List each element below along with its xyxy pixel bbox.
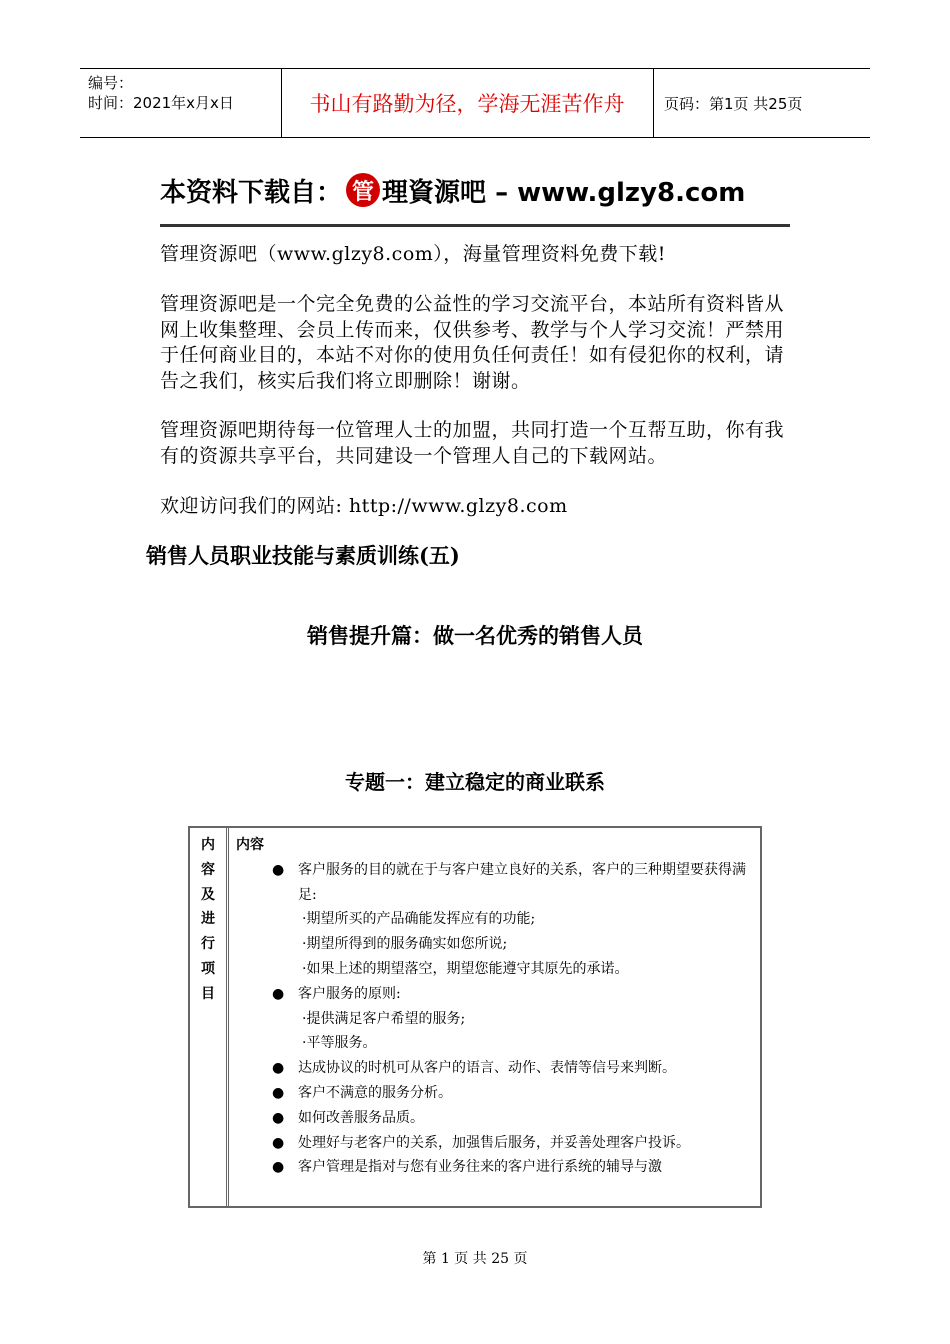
site-logo-icon: 管 — [346, 173, 380, 207]
page-footer: 第 1 页 共 25 页 — [422, 1251, 528, 1267]
list-item-text: 客户服务的原则: — [298, 985, 401, 1002]
header-page-info: 页码：第1页 共25页 — [664, 94, 803, 113]
banner-visit: 欢迎访问我们的网站: http://www.glzy8.com — [160, 495, 568, 517]
banner-paragraph: 管理资源吧期待每一位管理人士的加盟，共同打造一个互帮互助，你有我有的资源共享平台，共同建设一个管理人自己的下载网站。 — [160, 419, 785, 467]
side-char: 容 — [201, 861, 215, 878]
list-item — [230, 1106, 760, 1131]
table-head: 内容 — [236, 837, 264, 853]
download-banner — [160, 168, 792, 517]
banner-title-suffix: 理資源吧 – www.glzy8.com — [382, 177, 746, 208]
document-title: 销售人员职业技能与素质训练(五) — [146, 543, 460, 568]
list-item-text: 客户不满意的服务分析。 — [298, 1084, 452, 1101]
bullet-icon: ● — [272, 861, 285, 878]
banner-line: 管理资源吧（www.glzy8.com），海量管理资料免费下载! — [160, 243, 666, 265]
list-item — [230, 858, 760, 908]
list-item-text: 客户管理是指对与您有业务往来的客户进行系统的辅导与激 — [298, 1159, 662, 1176]
list-item-text: 如何改善服务品质。 — [298, 1109, 424, 1126]
banner-paragraph: 管理资源吧是一个完全免费的公益性的学习交流平台，本站所有资料皆从网上收集整理、会员上传而来，仅供参考、教学与个人学习交流！严禁用于任何商业目的，本站不对你的使用负任何责任！如有侵犯你的权利，请告之我们，核实后我们将立即删除！谢谢。 — [160, 293, 785, 392]
side-char: 进 — [201, 911, 215, 928]
bullet-icon: ● — [272, 1134, 285, 1151]
header-motto: 书山有路勤为径，学海无涯苦作舟 — [309, 92, 625, 116]
sub-item: ·期望所得到的服务确实如您所说; — [302, 936, 508, 953]
side-char: 及 — [201, 886, 215, 903]
side-char: 内 — [201, 837, 215, 853]
list-item — [230, 1056, 760, 1081]
sub-item: ·提供满足客户希望的服务; — [302, 1010, 466, 1027]
page-header — [80, 68, 870, 138]
side-char: 目 — [201, 985, 215, 1002]
header-meta — [88, 73, 278, 113]
bullet-icon: ● — [272, 1159, 285, 1176]
time-label: 时间：2021年x月x日 — [88, 94, 234, 112]
list-item-text: 达成协议的时机可从客户的语言、动作、表情等信号来判断。 — [298, 1060, 676, 1077]
banner-rule — [160, 224, 790, 227]
serial-label: 编号： — [88, 74, 134, 92]
bullet-icon: ● — [272, 985, 285, 1002]
banner-title-prefix: 本资料下载自： — [160, 177, 343, 208]
bullet-icon: ● — [272, 1084, 285, 1101]
side-char: 行 — [201, 936, 215, 953]
topic-title: 专题一：建立稳定的商业联系 — [345, 770, 605, 794]
bullet-icon: ● — [272, 1060, 285, 1077]
table-side-column — [190, 828, 229, 1206]
sub-item: ·期望所买的产品确能发挥应有的功能; — [302, 911, 536, 928]
content-table — [188, 826, 762, 1208]
list-item — [230, 1081, 760, 1106]
document-subtitle: 销售提升篇：做一名优秀的销售人员 — [307, 623, 643, 648]
header-divider — [653, 69, 654, 137]
list-item — [230, 1155, 760, 1180]
list-item — [230, 982, 760, 1007]
banner-title — [160, 168, 792, 212]
side-char: 项 — [201, 960, 215, 977]
sub-item: ·如果上述的期望落空，期望您能遵守其原先的承诺。 — [302, 960, 629, 977]
bullet-icon: ● — [272, 1109, 285, 1126]
list-item — [230, 1131, 760, 1156]
list-item-text: 客户服务的目的就在于与客户建立良好的关系，客户的三种期望要获得满足: — [298, 861, 746, 903]
list-item-text: 处理好与老客户的关系，加强售后服务，并妥善处理客户投诉。 — [298, 1134, 690, 1151]
sub-item: ·平等服务。 — [302, 1035, 377, 1052]
